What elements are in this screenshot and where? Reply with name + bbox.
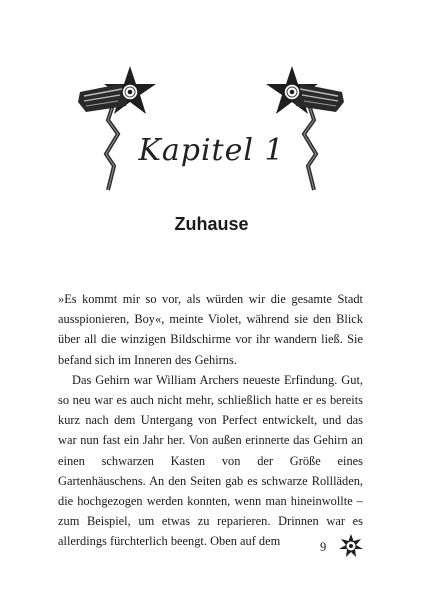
paragraph: Das Gehirn war William Archers neueste Erfindung. Gut, so neu war es auch nicht mehr, schließlich hatte er es bereits kurz nach dem Untergang von Perfect entwickelt, und das war nun fast ein Jahr her. Von außen erinnerte das Gehirn an einen schwarzen Kasten von der Größe eines Gartenhäuschens. An den Seiten gab es schwarze Rollläden, die hochgezogen werden konnten, wenn man hineinwollte – zum Beispiel, um etwas zu reparieren. Drinnen war es allerdings fürchterlich beengt. Oben auf dem bbox=[58, 372, 363, 549]
camera-star-ornament-left-icon bbox=[70, 62, 160, 197]
chapter-subtitle: Zuhause bbox=[174, 214, 249, 234]
gear-eye-icon bbox=[338, 533, 364, 559]
chapter-title: Kapitel 1 bbox=[138, 133, 285, 168]
camera-star-ornament-right-icon bbox=[262, 62, 352, 197]
page-number: 9 bbox=[320, 540, 327, 554]
paragraph: »Es kommt mir so vor, als würden wir die gesamte Stadt ausspionieren, Boy«, meinte Violet, während sie den Blick über all die winzigen Bildschirme vor ihr wandern ließ. Sie befand sich im Inneren des Gehirns. bbox=[58, 292, 363, 367]
body-text bbox=[58, 289, 363, 552]
